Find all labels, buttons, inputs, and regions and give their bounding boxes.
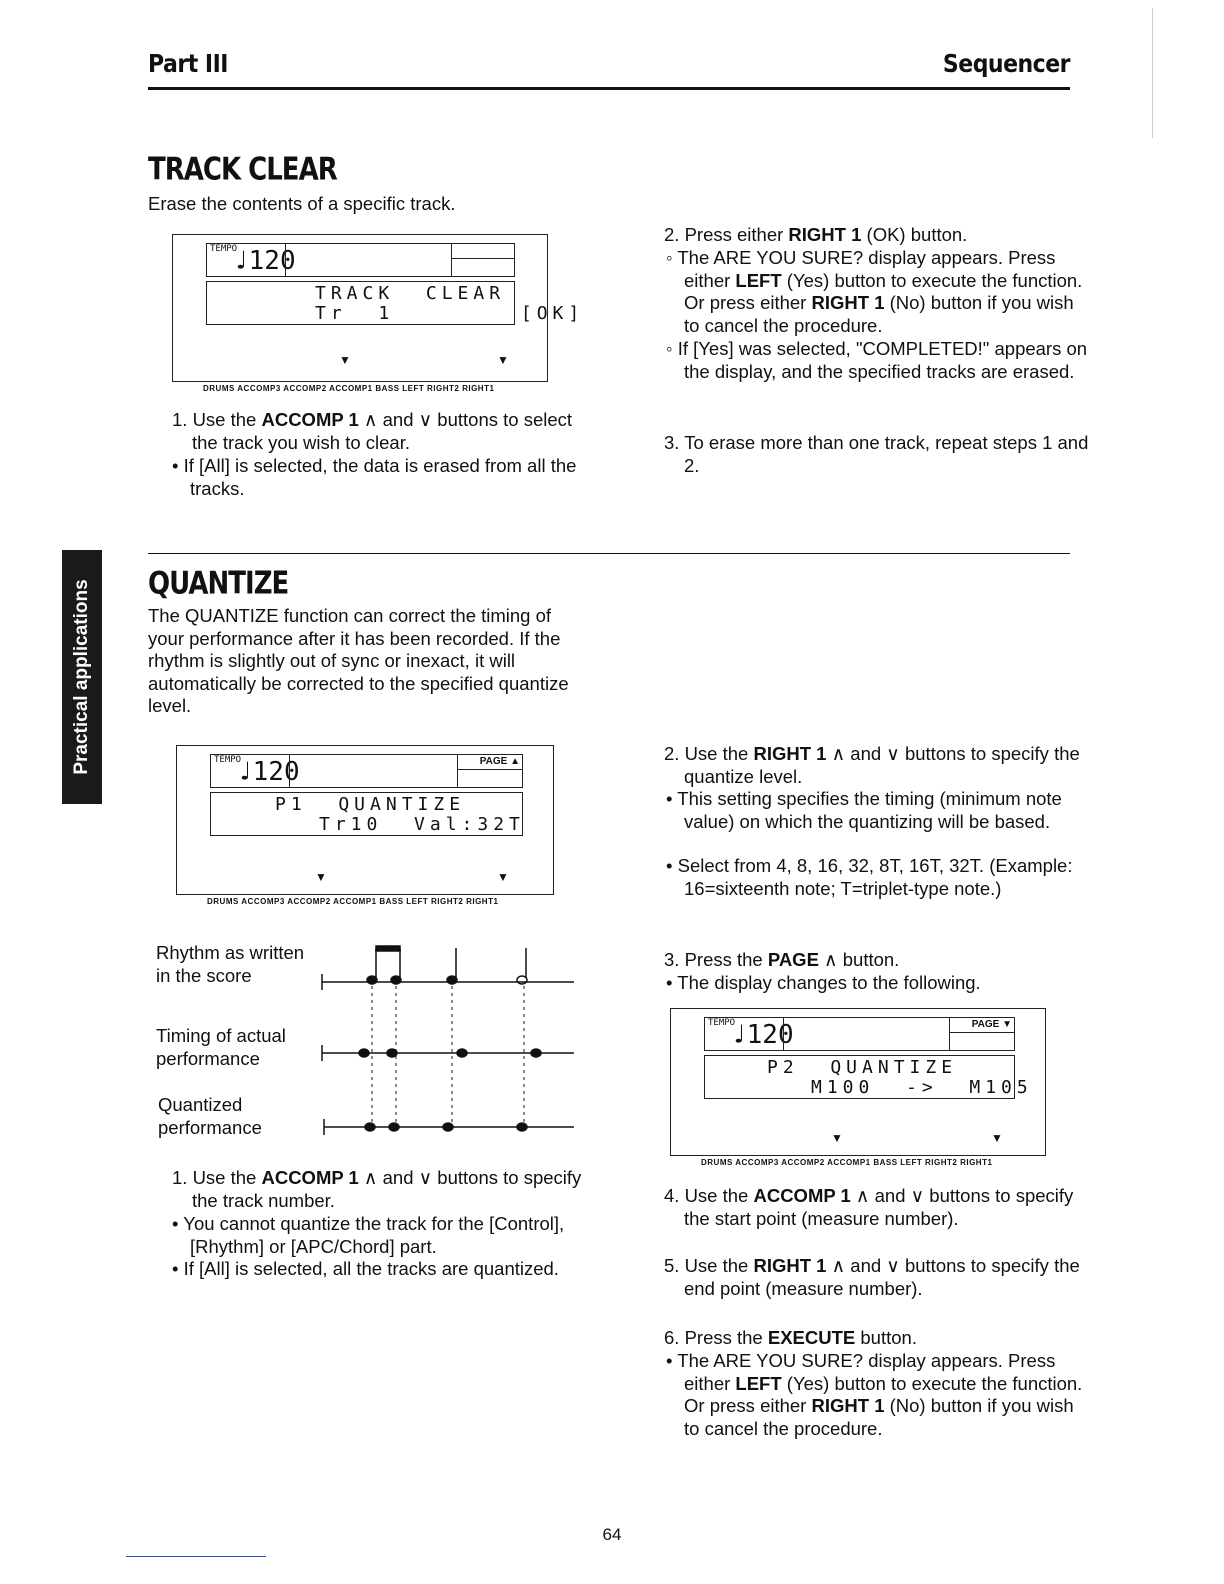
lcd-part-labels: DRUMS ACCOMP3 ACCOMP2 ACCOMP1 BASS LEFT RIGHT2 RIGHT1 — [701, 1158, 993, 1167]
lcd-main — [206, 281, 585, 325]
tc-step2-bullet2: ◦ If [Yes] was selected, "COMPLETED!" appears on the display, and the specified tracks are erased. — [666, 338, 1088, 383]
lcd-line1: TRACK CLEAR — [315, 283, 506, 304]
track-clear-intro: Erase the contents of a specific track. — [148, 193, 456, 214]
side-tab — [62, 550, 102, 804]
q-step6: 6. Press the EXECUTE button. — [664, 1327, 917, 1348]
tc-step1: 1. Use the ACCOMP 1 ∧ and ∨ buttons to select the track you wish to clear. — [172, 409, 573, 453]
header-rule — [148, 87, 1070, 90]
lcd-topbar — [289, 754, 523, 788]
down-arrow-icon: ▼ — [497, 353, 509, 367]
down-arrow-icon: ▼ — [991, 1131, 1003, 1145]
tc-step1-bullet: • If [All] is selected, the data is erased from all the tracks. — [172, 455, 600, 500]
lcd-topbar — [285, 243, 515, 277]
rhythm-written-label: Rhythm as written in the score — [156, 942, 305, 986]
lcd-line1: P2 QUANTIZE — [767, 1057, 958, 1078]
quantize-intro: The QUANTIZE function can correct the timing of your performance after it has been recorded. If the rhythm is slightly out of sync or inexact, it will automatically be corrected to the specified quantize level. — [148, 605, 569, 717]
down-arrow-icon: ▼ — [497, 870, 509, 884]
down-arrow-icon: ▼ — [339, 353, 351, 367]
lcd-track-clear — [172, 234, 585, 393]
tc-step3: 3. To erase more than one track, repeat steps 1 and 2. — [664, 432, 1089, 476]
page-number: 64 — [602, 1525, 622, 1544]
side-tab-label: Practical applications — [71, 579, 92, 775]
lcd-main — [704, 1055, 1033, 1099]
lcd-part-labels: DRUMS ACCOMP3 ACCOMP2 ACCOMP1 BASS LEFT RIGHT2 RIGHT1 — [203, 384, 495, 393]
lcd-part-labels: DRUMS ACCOMP3 ACCOMP2 ACCOMP1 BASS LEFT RIGHT2 RIGHT1 — [207, 897, 499, 906]
header-section: Sequencer — [942, 50, 1070, 79]
q-step1-bullet2: • If [All] is selected, all the tracks are quantized. — [172, 1258, 598, 1281]
q-step1: 1. Use the ACCOMP 1 ∧ and ∨ buttons to specify the track number. — [172, 1167, 582, 1211]
q-step2: 2. Use the RIGHT 1 ∧ and ∨ buttons to specify the quantize level. — [664, 743, 1080, 787]
footer-line — [126, 1556, 266, 1557]
lcd-topbar — [783, 1017, 1015, 1051]
lcd-line1: P1 QUANTIZE — [275, 794, 466, 815]
lcd-page-label: PAGE ▼ — [971, 1019, 1012, 1030]
q-step2-bullet1: • This setting specifies the timing (minimum note value) on which the quantizing will be based. — [666, 788, 1088, 833]
rhythm-quantized-label: Quantized performance — [158, 1094, 262, 1138]
section-title-quantize: QUANTIZE — [148, 566, 289, 602]
rhythm-actual-label: Timing of actual performance — [156, 1025, 286, 1069]
down-arrow-icon: ▼ — [315, 870, 327, 884]
lcd-tempo: TEMPO ♩120 — [704, 1017, 784, 1051]
lcd-tempo: TEMPO ♩120 — [206, 243, 286, 277]
section-title-track-clear: TRACK CLEAR — [148, 152, 337, 188]
lcd-main — [210, 792, 523, 836]
down-arrow-icon: ▼ — [831, 1131, 843, 1145]
q-step6-bullet1: • The ARE YOU SURE? display appears. Press either LEFT (Yes) button to execute the function. Or press either RIGHT 1 (No) button if you wish to cancel the procedure. — [666, 1350, 1088, 1440]
q-step2-bullet2: • Select from 4, 8, 16, 32, 8T, 16T, 32T. (Example: 16=sixteenth note; T=triplet-type note.) — [666, 855, 1088, 900]
lcd-quantize-p1 — [176, 745, 554, 906]
lcd-page-label: PAGE ▲ — [479, 756, 520, 767]
tc-step2-bullet1: ◦ The ARE YOU SURE? display appears. Press either LEFT (Yes) button to execute the function. Or press either RIGHT 1 (No) button if you wish to cancel the procedure. — [666, 247, 1088, 337]
rhythm-diagram — [310, 940, 580, 1140]
q-step5: 5. Use the RIGHT 1 ∧ and ∨ buttons to specify the end point (measure number). — [664, 1255, 1080, 1299]
q-step1-bullet1: • You cannot quantize the track for the [Control], [Rhythm] or [APC/Chord] part. — [172, 1213, 598, 1258]
q-step4: 4. Use the ACCOMP 1 ∧ and ∨ buttons to specify the start point (measure number). — [664, 1185, 1074, 1229]
header-part: Part III — [148, 50, 228, 79]
lcd-line2: Tr10 Val:32T — [319, 814, 525, 835]
q-step3: 3. Press the PAGE ∧ button. — [664, 949, 900, 970]
tc-step2: 2. Press either RIGHT 1 (OK) button. — [664, 224, 968, 245]
lcd-line2: M100 -> M105 — [811, 1077, 1033, 1098]
q-step3-bullet1: • The display changes to the following. — [666, 972, 1088, 995]
lcd-quantize-p2 — [670, 1008, 1046, 1167]
lcd-line2: Tr 1 [OK] — [315, 303, 585, 324]
lcd-tempo: TEMPO ♩120 — [210, 754, 290, 788]
page-edge-line — [1152, 8, 1153, 138]
section-divider — [148, 553, 1070, 554]
